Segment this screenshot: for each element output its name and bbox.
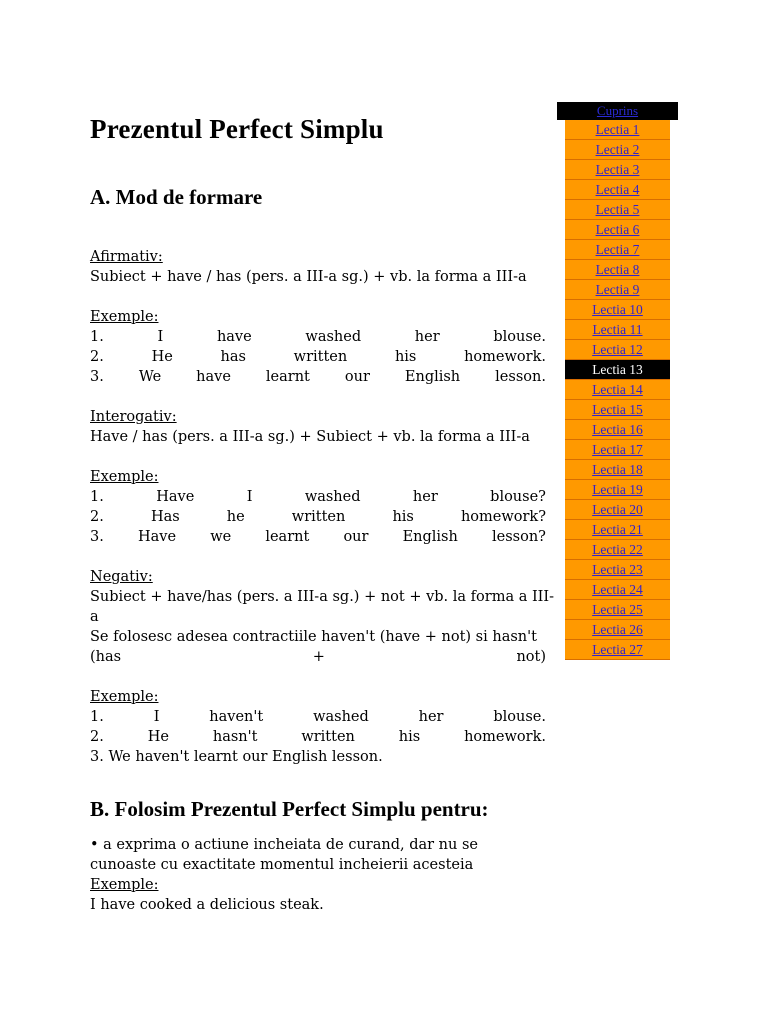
example-word: We [138,369,162,385]
sidebar-item-link[interactable]: Lectia 23 [592,562,643,577]
sidebar-item-link[interactable]: Lectia 27 [592,642,643,657]
section-b-bullet: • a exprima o actiune incheiata de curand, dar nu se cunoaste cu exactitate momentul incheierii acesteia [90,837,478,873]
example-word: her [414,329,440,345]
example-word: blouse. [493,329,546,345]
sidebar-item-lectia-11[interactable] [565,320,670,340]
example-word: have [216,329,252,345]
example-word: our [344,369,370,385]
sidebar-item-label: Lectia 13 [592,362,643,377]
example-list [90,327,546,387]
sidebar-item-link[interactable]: Lectia 9 [595,282,640,297]
example-row [90,707,546,727]
afirmativ-formula: Subiect + have / has (pers. a III-a sg.) + vb. la forma a III-a [90,269,527,285]
sidebar-item-link[interactable]: Lectia 19 [592,482,643,497]
example-word: haven't [209,709,264,725]
sidebar-item-lectia-9[interactable] [565,280,670,300]
sidebar-item-link[interactable]: Lectia 3 [595,162,640,177]
negativ-formula-line2: a [90,609,99,625]
sidebar-item-lectia-4[interactable] [565,180,670,200]
example-word: I [153,709,160,725]
example-word: he [226,509,245,525]
example-word: learnt [265,529,310,545]
sidebar-item-lectia-10[interactable] [565,300,670,320]
interogativ-block [90,407,546,447]
example-word: Has [150,509,180,525]
afirmativ-block [90,247,546,287]
sidebar-item-lectia-6[interactable] [565,220,670,240]
sidebar-item-link[interactable]: Lectia 15 [592,402,643,417]
lesson-list [565,120,670,660]
example-row [90,507,546,527]
interogativ-label: Interogativ: [90,409,177,425]
afirmativ-examples [90,307,546,387]
example-word: his [392,509,414,525]
example-word: lesson? [491,529,546,545]
negativ-note-line1: Se folosesc adesea contractiile haven't (have + not) si hasn't [90,629,537,645]
sidebar-item-lectia-13[interactable] [565,360,670,380]
sidebar-item-link[interactable]: Lectia 26 [592,622,643,637]
example-word: written [301,729,355,745]
example-word: He [147,729,169,745]
example-row [90,347,546,367]
example-word: his [398,729,421,745]
sidebar-item-lectia-5[interactable] [565,200,670,220]
afirmativ-label: Afirmativ: [90,249,163,265]
example-word: Have [137,529,177,545]
example-word: homework? [460,509,546,525]
example-word: washed [313,709,369,725]
sidebar-item-link[interactable]: Lectia 20 [592,502,643,517]
sidebar-item-link[interactable]: Lectia 24 [592,582,643,597]
negativ-formula-line1: Subiect + have/has (pers. a III-a sg.) + not + vb. la forma a III- [90,589,555,605]
sidebar-item-lectia-18[interactable] [565,460,670,480]
negativ-block [90,567,555,667]
negativ-examples [90,687,546,767]
example-row [90,327,546,347]
sidebar-item-lectia-24[interactable] [565,580,670,600]
sidebar-item-lectia-1[interactable] [565,120,670,140]
example-word: his [394,349,417,365]
section-b-example: I have cooked a delicious steak. [90,897,324,913]
sidebar-item-link[interactable]: Lectia 22 [592,542,643,557]
example-word: 1. [90,709,104,725]
example-word: 1. [90,489,104,505]
example-word: hasn't [212,729,258,745]
sidebar-item-link[interactable]: Lectia 14 [592,382,643,397]
example-word: have [196,369,231,385]
sidebar-item-link[interactable]: Lectia 8 [595,262,640,277]
example-word: learnt [265,369,310,385]
page-title: Prezentul Perfect Simplu [90,114,384,144]
example-word: 2. [90,509,104,525]
interogativ-examples-label: Exemple: [90,469,159,485]
sidebar-item-link[interactable]: Lectia 18 [592,462,643,477]
main-content [90,112,555,915]
example-word: homework. [464,729,546,745]
sidebar-item-lectia-23[interactable] [565,560,670,580]
sidebar-item-lectia-20[interactable] [565,500,670,520]
afirmativ-examples-label: Exemple: [90,309,159,325]
example-word: her [418,709,444,725]
sidebar-header [557,102,678,120]
example-word: 1. [90,329,104,345]
sidebar-item-lectia-3[interactable] [565,160,670,180]
example-word: Have [156,489,195,505]
lesson-sidebar [557,102,678,660]
example-word: washed [305,329,362,345]
example-word: 2. [90,349,104,365]
sidebar-item-lectia-22[interactable] [565,540,670,560]
negativ-label: Negativ: [90,569,153,585]
example-word: washed [304,489,361,505]
sidebar-item-link[interactable]: Lectia 5 [595,202,640,217]
sidebar-item-lectia-19[interactable] [565,480,670,500]
sidebar-item-link[interactable]: Lectia 4 [595,182,640,197]
example-word: English [404,369,461,385]
example-word: blouse. [493,709,546,725]
example-word: written [293,349,348,365]
sidebar-item-lectia-2[interactable] [565,140,670,160]
example-word: our [343,529,369,545]
sidebar-item-link[interactable]: Lectia 1 [595,122,640,137]
sidebar-item-link[interactable]: Lectia 2 [595,142,640,157]
example-row [90,367,546,387]
sidebar-item-lectia-25[interactable] [565,600,670,620]
sidebar-item-lectia-12[interactable] [565,340,670,360]
sidebar-item-link[interactable]: Lectia 16 [592,422,643,437]
sidebar-item-lectia-26[interactable] [565,620,670,640]
sidebar-item-lectia-17[interactable] [565,440,670,460]
example-word: 3. [90,529,104,545]
negativ-example-3: 3. We haven't learnt our English lesson. [90,749,383,765]
example-word: He [151,349,173,365]
section-b-heading: B. Folosim Prezentul Perfect Simplu pentru: [90,797,489,821]
example-word: 3. [90,369,104,385]
example-word: we [210,529,232,545]
sidebar-item-lectia-16[interactable] [565,420,670,440]
example-row [90,487,546,507]
example-row [90,527,546,547]
example-word: blouse? [490,489,546,505]
sidebar-item-link[interactable]: Lectia 25 [592,602,643,617]
interogativ-formula: Have / has (pers. a III-a sg.) + Subiect + vb. la forma a III-a [90,429,530,445]
sidebar-item-lectia-15[interactable] [565,400,670,420]
negativ-examples-label: Exemple: [90,689,159,705]
section-a-heading: A. Mod de formare [90,185,263,209]
sidebar-item-lectia-14[interactable] [565,380,670,400]
sidebar-item-lectia-7[interactable] [565,240,670,260]
example-word: has [220,349,246,365]
note-word: + [312,649,325,665]
example-word: her [412,489,438,505]
sidebar-item-link[interactable]: Lectia 7 [595,242,640,257]
section-b-examples-label: Exemple: [90,877,159,893]
note-word: not) [516,649,546,665]
cuprins-link[interactable]: Cuprins [596,103,639,118]
sidebar-item-lectia-21[interactable] [565,520,670,540]
negativ-note-line2 [90,647,546,667]
sidebar-item-lectia-8[interactable] [565,260,670,280]
note-word: (has [90,649,122,665]
sidebar-item-link[interactable]: Lectia 21 [592,522,643,537]
sidebar-item-link[interactable]: Lectia 11 [592,322,643,337]
sidebar-item-link[interactable]: Lectia 12 [592,342,643,357]
example-word: lesson. [495,369,546,385]
example-row [90,727,546,747]
example-list [90,707,546,747]
sidebar-item-link[interactable]: Lectia 6 [595,222,640,237]
sidebar-item-link[interactable]: Lectia 10 [592,302,643,317]
sidebar-item-lectia-27[interactable] [565,640,670,660]
example-word: English [402,529,458,545]
interogativ-examples [90,467,546,547]
example-word: written [291,509,346,525]
example-word: 2. [90,729,104,745]
sidebar-item-link[interactable]: Lectia 17 [592,442,643,457]
example-list [90,487,546,547]
example-word: homework. [464,349,546,365]
example-word: I [246,489,253,505]
example-word: I [157,329,164,345]
